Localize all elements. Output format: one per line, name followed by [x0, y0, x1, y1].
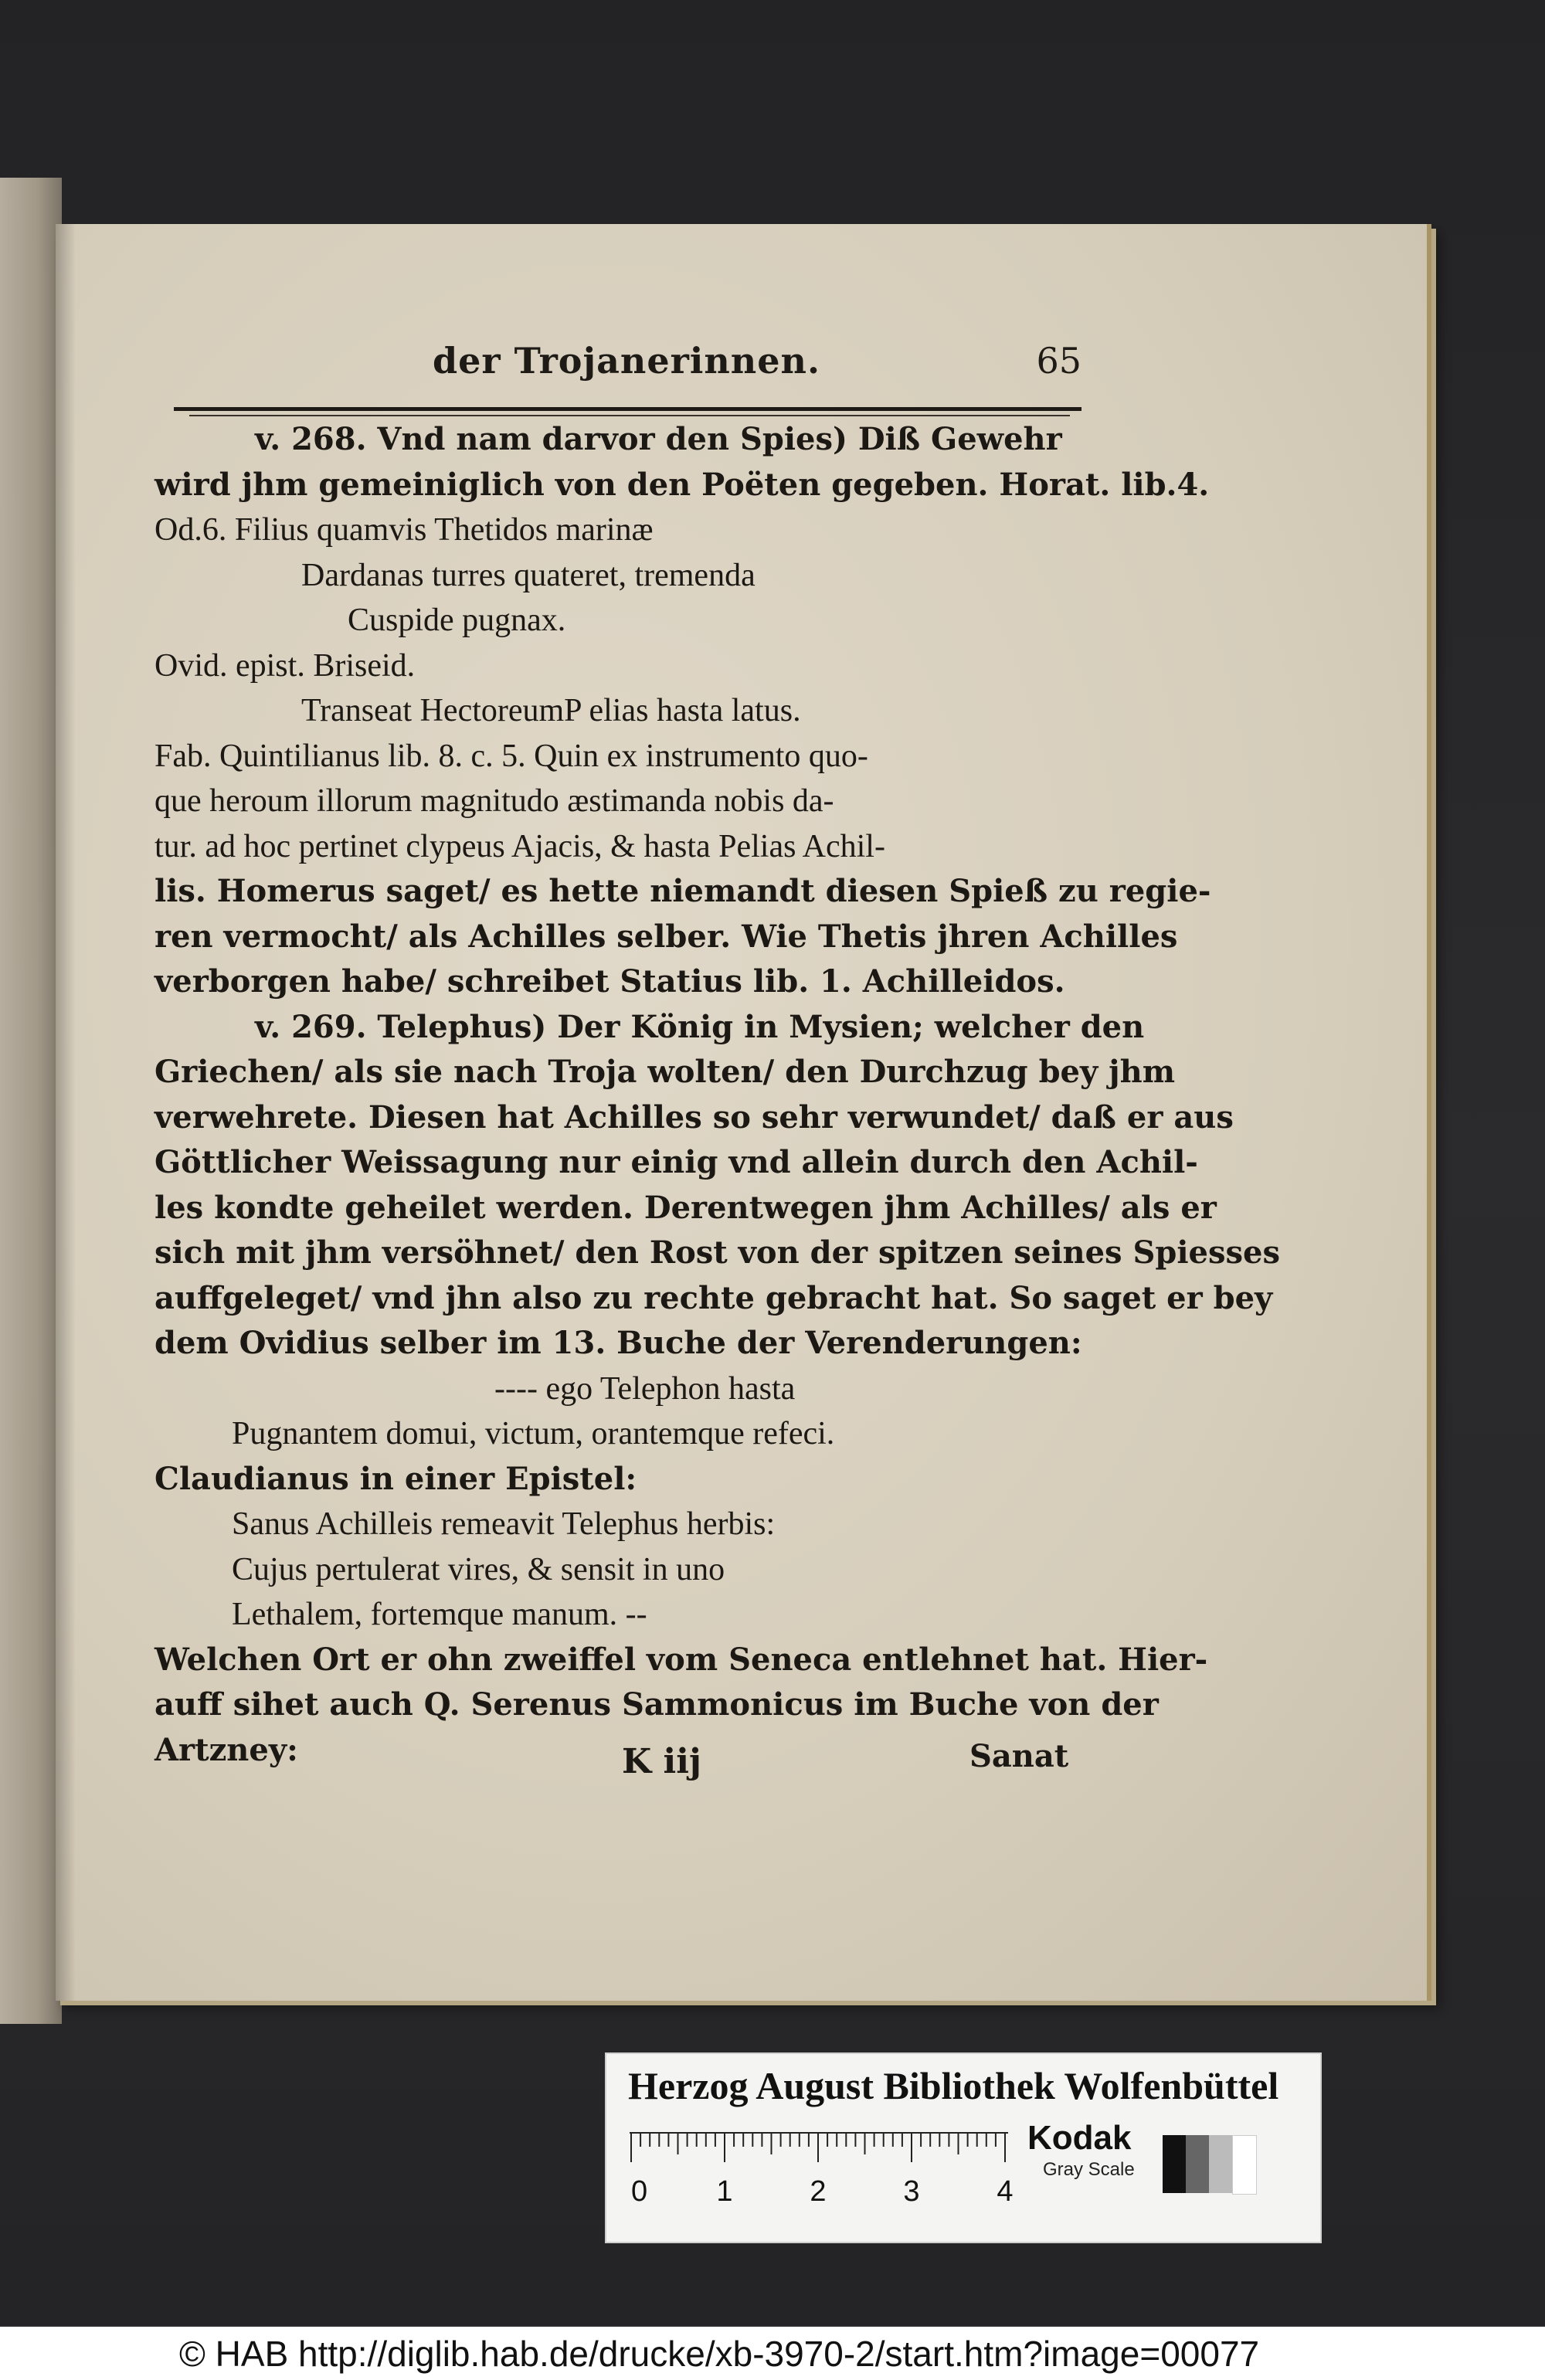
page-header — [433, 340, 1082, 402]
copyright-bar — [0, 2327, 1545, 2380]
header-rule — [174, 407, 1082, 411]
library-color-card — [605, 2052, 1322, 2243]
body-text — [154, 417, 1280, 1773]
text-line: ---- ego Telephon hasta — [494, 1370, 796, 1407]
text-line: que heroum illorum magnitudo æstimanda nobis da- — [154, 783, 834, 819]
ruler-label: 1 — [716, 2175, 733, 2208]
ruler-label: 4 — [997, 2175, 1014, 2208]
text-line: wird jhm gemeiniglich von den Poëten gegeben. Horat. lib.4. — [154, 466, 1210, 503]
text-line: dem Ovidius selber im 13. Buche der Verenderungen: — [154, 1325, 1082, 1361]
text-line: Göttlicher Weissagung nur einig vnd allein durch den Achil- — [154, 1144, 1198, 1180]
text-line: tur. ad hoc pertinet clypeus Ajacis, & hasta Pelias Achil- — [154, 828, 885, 864]
text-line: lis. Homerus saget/ es hette niemandt diesen Spieß zu regie- — [154, 873, 1211, 909]
text-line: Claudianus in einer Epistel: — [154, 1460, 637, 1497]
text-line: Lethalem, fortemque manum. -- — [232, 1597, 647, 1632]
library-name: Herzog August Bibliothek Wolfenbüttel — [628, 2064, 1279, 2107]
text-line: Welchen Ort er ohn zweiffel vom Seneca entlehnet hat. Hier- — [154, 1641, 1208, 1678]
page-gutter-shadow — [56, 224, 76, 2001]
text-line: auff sihet auch Q. Serenus Sammonicus im Buche von der — [154, 1686, 1159, 1723]
ruler-label: 0 — [631, 2175, 648, 2208]
signature-mark: K iij — [622, 1742, 701, 1781]
text-line: Griechen/ als sie nach Troja wolten/ den Durchzug bey jhm — [154, 1054, 1176, 1090]
running-title: der Trojanerinnen. — [433, 340, 820, 382]
kodak-logo-text: Kodak — [1027, 2119, 1132, 2157]
gray-swatch-light — [1209, 2135, 1232, 2193]
catchword: Sanat — [969, 1738, 1069, 1774]
copyright-text: © HAB http://diglib.hab.de/drucke/xb-3970-2/start.htm?image=00077 — [179, 2334, 1260, 2374]
text-line: Cuspide pugnax. — [348, 603, 566, 638]
text-line: Sanus Achilleis remeavit Telephus herbis: — [232, 1506, 776, 1542]
text-line: Ovid. epist. Briseid. — [154, 647, 416, 684]
text-line: Artzney: — [154, 1731, 298, 1768]
text-line: verwehrete. Diesen hat Achilles so sehr verwundet/ daß er aus — [154, 1098, 1234, 1136]
header-rule-thin — [189, 415, 1070, 416]
text-line: sich mit jhm versöhnet/ den Rost von der spitzen seines Spiesses — [154, 1234, 1280, 1271]
gray-swatch-black — [1163, 2135, 1186, 2193]
text-line: Dardanas turres quateret, tremenda — [301, 557, 756, 593]
text-line: v. 269. Telephus) Der König in Mysien; welcher den — [255, 1008, 1145, 1045]
text-line: Pugnantem domui, victum, orantemque refeci. — [232, 1416, 835, 1451]
text-line: auffgeleget/ vnd jhn also zu rechte gebracht hat. So saget er bey — [154, 1279, 1273, 1316]
text-line: Cujus pertulerat vires, & sensit in uno — [232, 1551, 725, 1587]
text-line: v. 268. Vnd nam darvor den Spies) Diß Gewehr — [255, 421, 1062, 457]
adjacent-page-edge — [0, 178, 62, 2024]
text-line: Od.6. Filius quamvis Thetidos marinæ — [154, 512, 654, 548]
text-line: les kondte geheilet werden. Derentwegen jhm Achilles/ als er — [154, 1189, 1217, 1226]
text-line: verborgen habe/ schreibet Statius lib. 1. Achilleidos. — [154, 963, 1065, 1000]
text-line: Fab. Quintilianus lib. 8. c. 5. Quin ex instrumento quo- — [154, 738, 868, 774]
gray-swatch-dark — [1186, 2135, 1209, 2193]
gray-scale-label: Gray Scale — [1043, 2159, 1135, 2180]
ruler-label: 2 — [810, 2175, 827, 2208]
gray-swatch-white — [1232, 2135, 1257, 2195]
measurement-ruler — [630, 2131, 1016, 2209]
text-line: Transeat HectoreumP elias hasta latus. — [301, 693, 801, 728]
ruler-label: 3 — [903, 2175, 920, 2208]
text-line: ren vermocht/ als Achilles selber. Wie Thetis jhren Achilles — [154, 918, 1178, 955]
page-number: 65 — [1036, 340, 1082, 382]
